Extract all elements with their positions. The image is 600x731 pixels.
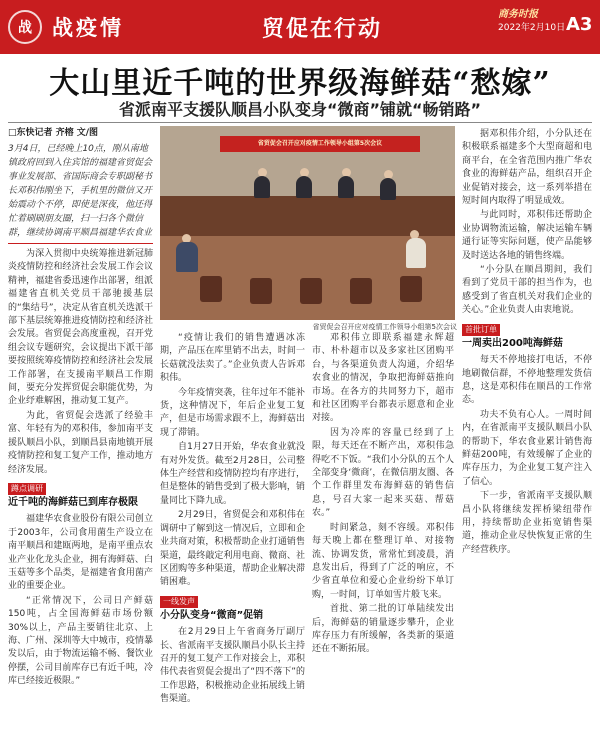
paragraph: 因为冷库的容量已经到了上限，每天还在不断产出，邓积伟急得吃不下饭。“我们小分队的五个人全部变身‘微商’，在微信朋友圈、各个工作群里发布海鲜菇的销售信息，号召大家一起来买菇、帮菇农。” — [312, 427, 454, 519]
paragraph: “疫情让我们的销售遭遇冰冻期，产品压在库里销不出去，时间一长菇就没法卖了。”企业负责人告诉邓积伟。 — [160, 333, 305, 384]
paragraph: 时间紧急，刻不容缓。邓积伟每天晚上都在整理订单、对接物流、协调发货，常常忙到凌晨，消息发出后，得到了广泛的响应，不少省直单位和爱心企业纷纷下单订购，一时间，订单如雪片般飞来。 — [312, 522, 454, 600]
paragraph: 在2月29日上午省商务厅副厅长、省派南平支援队顺昌小队长主持召开的复工复产工作对接会上，邓积伟代表省贸促会提出了“四不落下”的工作思路，积极推动企业拓展线上销售渠道。 — [160, 627, 305, 705]
page-number: A3 — [566, 14, 593, 35]
paragraph: 今年疫情突袭，往年过年不能补货，这种情况下，年后企业复工复产，但是市场需求跟不上，海鲜菇出现了滞销。 — [160, 387, 305, 438]
paragraph: 据邓积伟介绍，小分队还在积极联系福建多个大型商超和电商平台，在全省范围内推广华农食业的海鲜菇产品，组织召开企业促销对接会，这一系列举措在短时间内取得了明显成效。 — [462, 129, 592, 207]
paragraph: 每天不停地接打电话，不停地刷微信群，不停地整理发货信息，这是邓积伟在顺昌的工作常态。 — [462, 355, 592, 406]
paragraph: 与此同时，邓积伟还帮助企业协调物流运输，解决运输车辆通行证等实际问题，使产品能够及时送达各地的销售终端。 — [462, 210, 592, 261]
meeting-banner: 省贸促会召开应对疫情工作领导小组第5次会议 — [220, 136, 420, 152]
article-column-2 — [160, 332, 305, 726]
paragraph: 首批、第二批的订单陆续发出后，海鲜菇的销量逐步攀升，企业库存压力有所缓解，各类新的渠道还在不断拓展。 — [312, 604, 454, 655]
subheading-tag: 首批订单 — [462, 324, 500, 336]
emblem-icon: 战 — [8, 10, 42, 44]
lead-divider — [8, 243, 153, 244]
article-lead — [8, 126, 153, 240]
paragraph: 功夫不负有心人。一周时间内，在省派南平支援队顺昌小队的帮助下，华农食业累计销售海鲜菇200吨，有效缓解了企业的库存压力，为企业复工复产注入了信心。 — [462, 409, 592, 487]
paragraph: 为此，省贸促会选派了经验丰富、年轻有为的邓积伟，参加南平支援队顺昌小队，到顺昌县南地镇开展疫情防控和复工复产工作，推动地方经济发展。 — [8, 410, 153, 475]
article-subheadline: 省派南平支援队顺昌小队变身“微商”铺就“畅销路” — [118, 100, 482, 119]
section-label — [8, 6, 124, 48]
subheading-tag: 蹲点调研 — [8, 483, 46, 495]
chair — [200, 276, 222, 302]
photo-caption: 省贸促会召开应对疫情工作领导小组第5次会议 — [312, 323, 457, 331]
chair — [400, 276, 422, 302]
article-column-4 — [462, 128, 592, 726]
chair — [250, 278, 272, 304]
paragraph: 下一步，省派南平支援队顺昌小队将继续发挥桥梁纽带作用，持续帮助企业拓宽销售渠道，推动企业尽快恢复正常的生产经营秩序。 — [462, 491, 592, 555]
chair — [350, 278, 372, 304]
seated-person — [338, 176, 354, 198]
paragraph: 福建华农食业股份有限公司创立于2003年，公司食用菌生产设立在南平顺昌和建瓯两地，是南平重点农业产业化龙头企业，拥有海鲜菇、白玉菇等多个品类，是福建省食用菌产业的重要企业。 — [8, 514, 153, 592]
subheading-tag: 一线发声 — [160, 596, 198, 608]
issue-date: 2022年2月10日 — [498, 23, 566, 33]
headline-divider — [8, 122, 592, 123]
seated-person — [296, 176, 312, 198]
paragraph: 邓积伟立即联系福建永辉超市、朴朴超市以及多家社区团购平台，与各渠道负责人沟通，介绍华农食业的情况，争取把海鲜菇推向市场。在各方的共同努力下，超市和社区团购平台都表示愿意和企业对接。 — [312, 333, 454, 424]
lead-text: 3月4日，已经晚上10点，刚从南地镇政府回到入住宾馆的福建省贸促会事业发展部、省国际商会专职副秘书长邓积伟刚坐下，手机里的微信又开始震动个不停，即使是深夜，他还得忙着刷刷朋友圈，扫一扫各个微信群，继续协调南平顺昌福建华农食业 — [8, 144, 153, 238]
section-subheading — [8, 483, 153, 510]
paragraph: 自1月27日开始，华农食业就没有对外发货。截至2月28日，公司整体生产经营和疫情防控均有序进行，但是整体的销售受到了极大影响，销量同比下降九成。 — [160, 442, 305, 506]
paragraph: “小分队在顺昌期间，我们看到了党员干部的担当作为，也感受到了省直机关对我们企业的关心。”企业负责人由衷地说。 — [462, 265, 592, 316]
subheading-title: 小分队变身“微商”促销 — [160, 610, 264, 622]
page-slogan: 贸促在行动 — [262, 17, 383, 42]
seated-person — [406, 238, 426, 268]
newspaper-brand: 商务时报 — [498, 9, 538, 20]
paragraph: “正常情况下，公司日产鲜菇150吨，占全国海鲜菇市场份额30%以上，产品主要销往北京、上海、广州、深圳等大中城市，疫情暴发以后，由于物流运输不畅、餐饮业停摆，公司目前库存已有近千吨，冷库已经接近极限。” — [8, 595, 153, 687]
meeting-photo — [160, 126, 455, 320]
article-column-1 — [8, 248, 153, 726]
seated-person — [176, 242, 198, 272]
article-headline: 大山里近千吨的世界级海鲜菇“愁嫁” — [49, 66, 551, 101]
seated-person — [254, 176, 270, 198]
section-name: 战疫情 — [52, 16, 124, 40]
subheading-title: 一周卖出200吨海鲜菇 — [462, 338, 563, 350]
chair — [300, 278, 322, 304]
subheading-title: 近千吨的海鲜菇已到库存极限 — [8, 497, 138, 509]
paragraph: 为深入贯彻中央统筹推进新冠肺炎疫情防控和经济社会发展工作会议精神，福建省委迅速作出部署，组派福建省直机关党员干部驰援基层的“集结号”，决定从省直机关选派干部下基层统筹推进疫情防控和经济社会发展。省贸促会高度重视，召开党组会议专题研究，会议提出下派干部要按照统筹疫情防控和经济社会发展工作部署，在支援南平顺昌工作期间，要充分发挥贸促会职能优势，为企业纾难解困，推动复工复产。 — [8, 249, 153, 407]
section-banner — [0, 0, 600, 54]
paragraph: 2月29日，省贸促会和邓积伟在调研中了解到这一情况后，立即和企业共商对策，积极帮助企业打通销售渠道，最终敲定利用电商、微商、社区团购等多种渠道，帮助企业解决滞销困难。 — [160, 510, 305, 588]
byline: □东快记者 齐榕 文/图 — [8, 128, 99, 138]
article-column-3 — [312, 332, 454, 726]
seated-person — [380, 178, 396, 200]
section-subheading — [160, 596, 305, 623]
section-subheading — [462, 324, 592, 351]
